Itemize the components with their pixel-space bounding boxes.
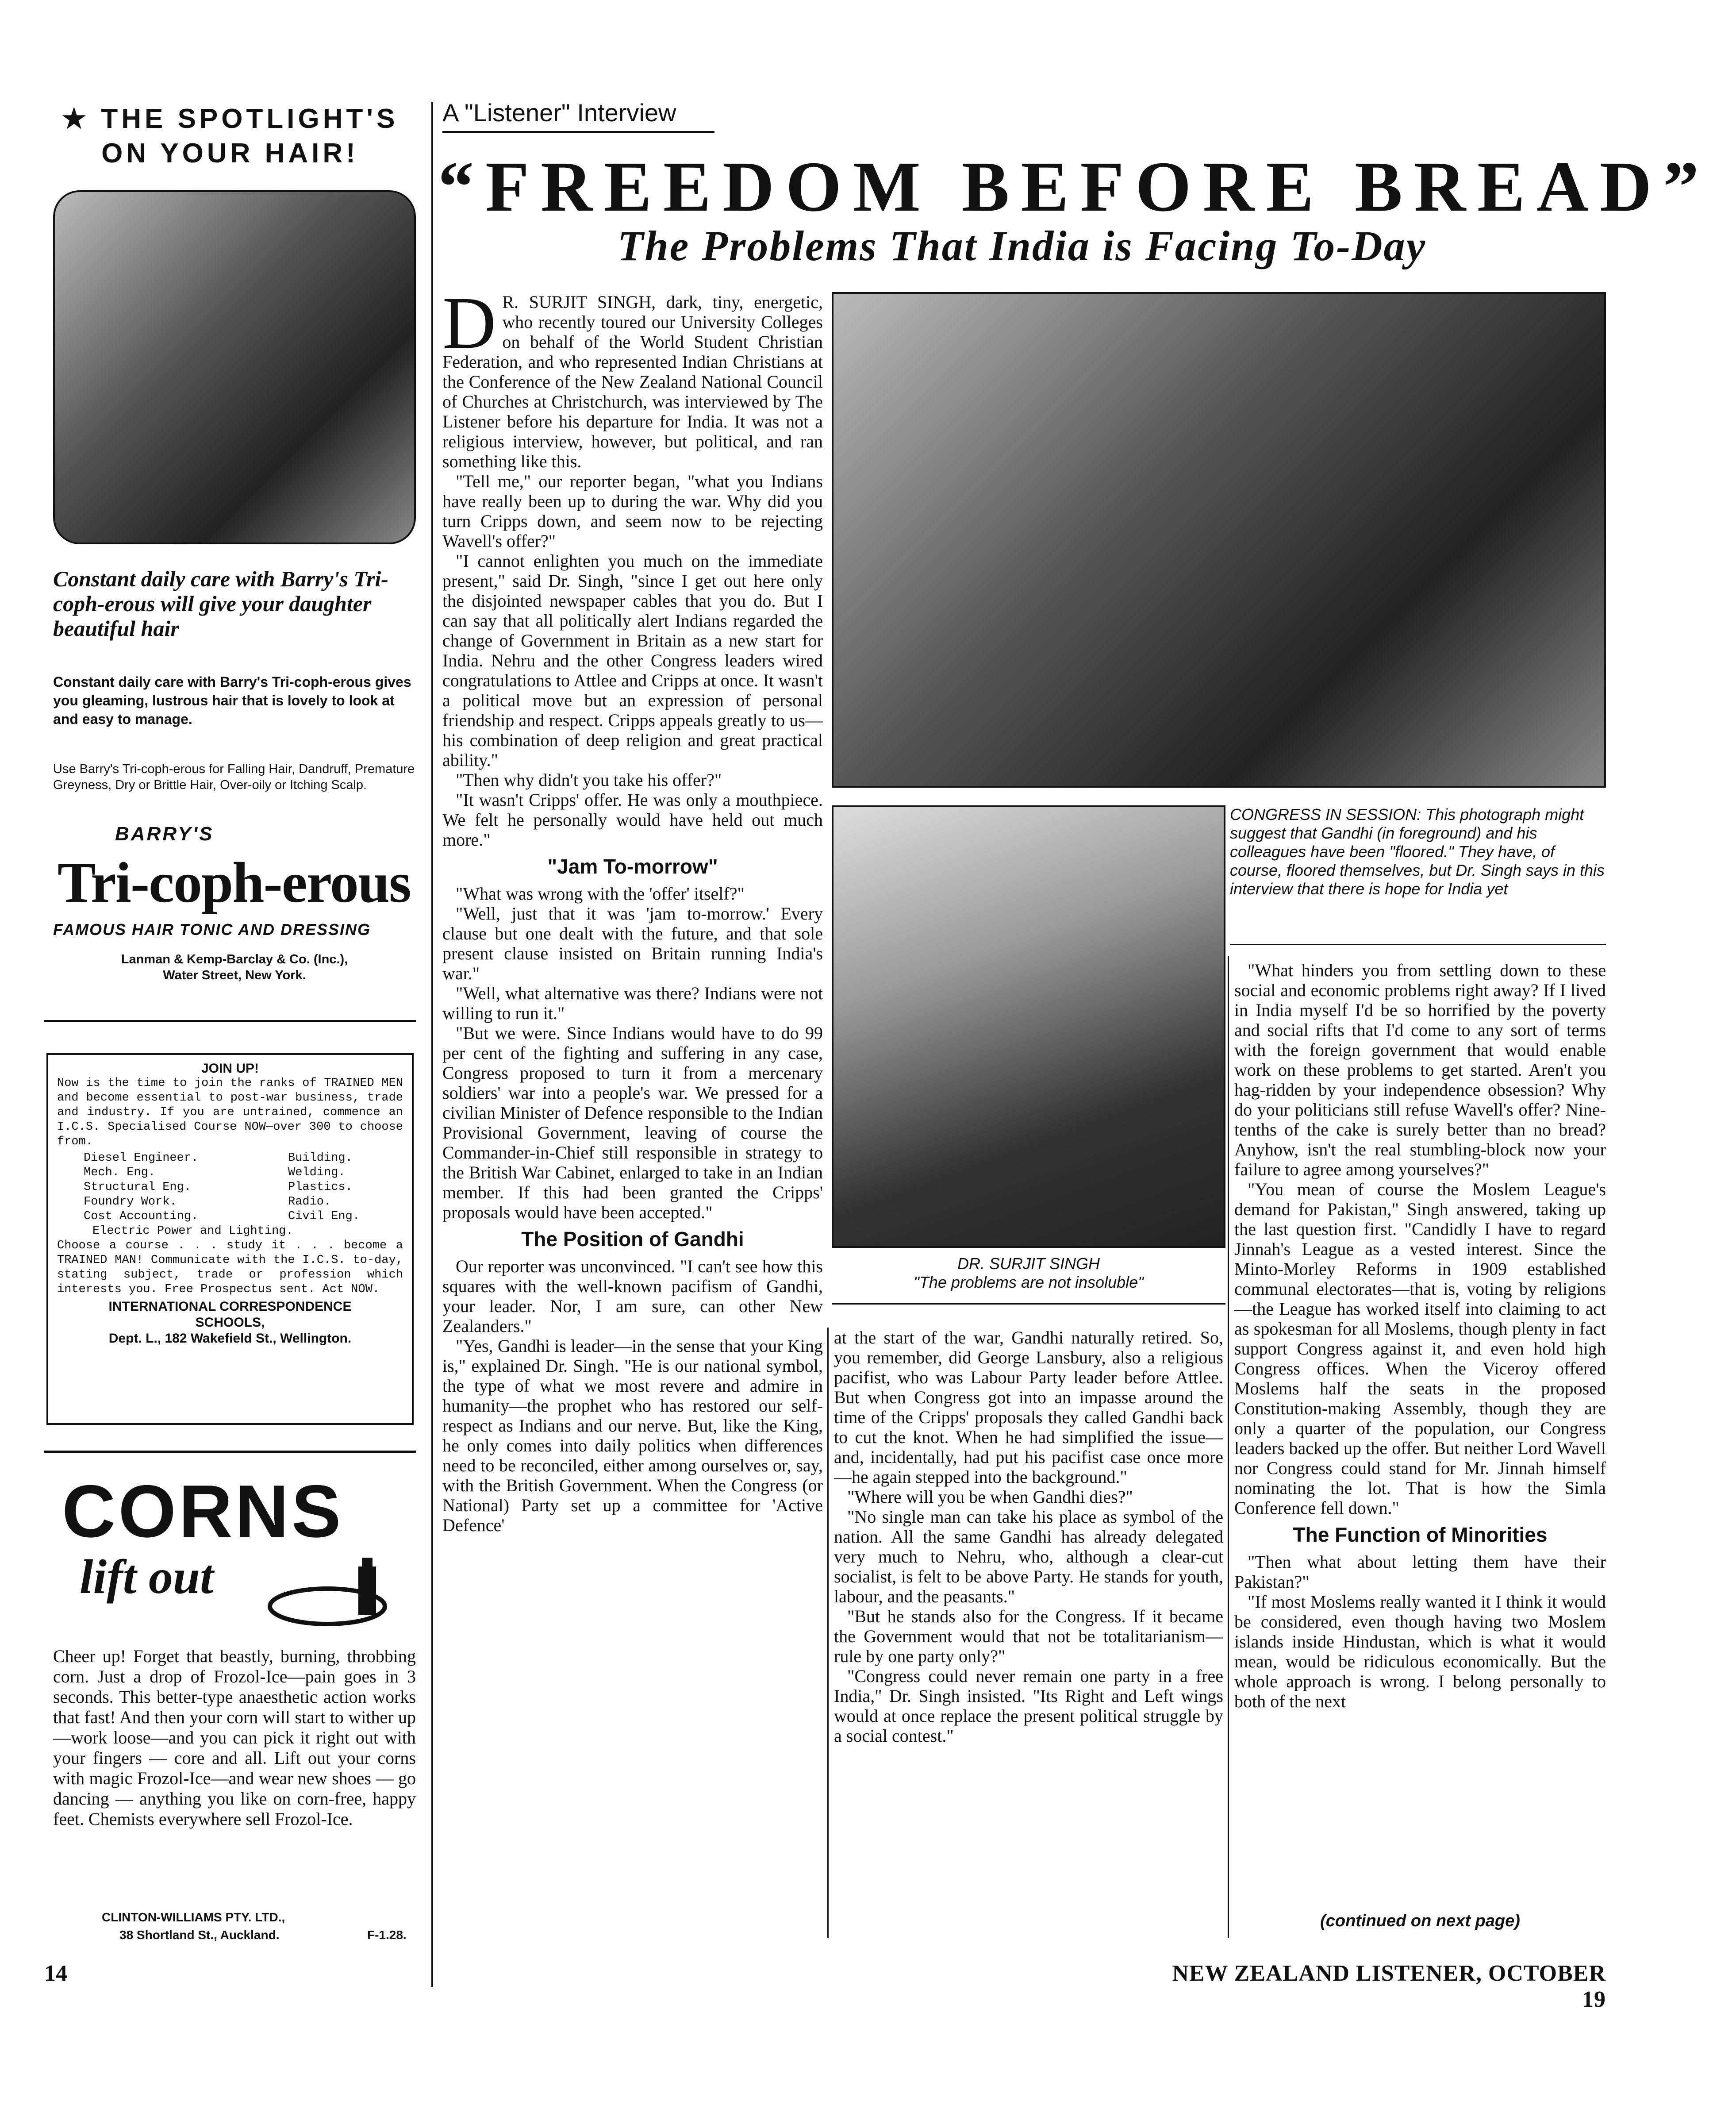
congress-session-photo [832,292,1606,788]
lift-out-script: lift out [80,1550,214,1604]
join-up-title: JOIN UP! [201,1061,259,1076]
paragraph: "But we were. Since Indians would have to do 99 per cent of the fighting and suffering in any case, Congress proposed to turn it from a mercenary soldiers' war into a people's war. We pressed for a civilian Minister of Defence responsible to the Indian Provisional Government, leaving of course the Commander-in-Chief still responsible in strategy to the British War Cabinet, enlarged to take in an Indian member. If this had been granted the Cripps' proposals would have been accepted." [442,1023,823,1222]
paragraph: "You mean of course the Moslem League's demand for Pakistan," Singh answered, taking up the last question first. "Candidly I have to regard Jinnah's League as a vested interest. Since the Minto-Morley Reforms in 1909 established communal electorates—that is, voting by religions—the League has worked itself into claiming to act as spokesman for all Moslems, though plenty in fact support Congress against it, and even hold high Congress offices. When the Viceroy offered Moslems half the seats in the proposed Constitution-making Assembly, though they are only a quarter of the population, our Congress leaders backed up the offer. But neither Lord Wavell nor Congress could stand for Mr. Jinnah himself nominating the lot. That is how the Simla Conference fell down." [1234,1179,1606,1518]
course-item: Radio. [288,1195,331,1209]
course-item: Diesel Engineer. [84,1151,199,1165]
caption-rule [1230,944,1606,945]
column-divider-1 [827,1328,829,1938]
spotlight-headline-line2: ON YOUR HAIR! [101,138,359,169]
course-item: Welding. [288,1166,346,1179]
surjit-singh-portrait [832,805,1225,1248]
article-kicker: A "Listener" Interview [442,99,676,127]
spotlight-body: Constant daily care with Barry's Tri-coph-erous gives you gleaming, lustrous hair that is lovely to look at and easy to manage. [53,674,411,727]
ics-school-line2: SCHOOLS, [195,1315,265,1330]
spotlight-headline-line1: ★ THE SPOTLIGHT'S [61,104,399,134]
paragraph: "Congress could never remain one party in a free India," Dr. Singh insisted. "Its Right and Left wings would at once replace the present political struggle by a social contest." [834,1666,1223,1746]
join-up-body: Now is the time to join the ranks of TRAINED MEN and become essential to post-war business, trade and industry. If you are untrained, commence an I.C.S. Specialised Course NOW—over 300 to choose from. [57,1077,403,1148]
brand-tagline: FAMOUS HAIR TONIC AND DRESSING [53,920,371,939]
section-heading-gandhi: The Position of Gandhi [521,1228,744,1251]
course-item: Civil Eng. [288,1210,360,1223]
paragraph: "Well, what alternative was there? Indians were not willing to run it." [442,983,823,1023]
join-up-closing: Choose a course . . . study it . . . become a TRAINED MAN! Communicate with the I.C.S. to-day, stating subject, trade or profession which interests you. Free Prospectus sent. Act NOW. [57,1239,403,1296]
paragraph: at the start of the war, Gandhi naturally retired. So, you remember, did George Lansbury, also a religious pacifist, who was Labour Party leader before Attlee. But when Congress got into an impasse around the time of the Cripps' proposals they called Gandhi back to cut the knot. When he had simplified the issue—and, incidentally, had put his pacifist case once more—he again stepped into the background." [834,1328,1223,1487]
portrait-caption-name: DR. SURJIT SINGH [957,1255,1100,1273]
corns-code: F-1.28. [367,1928,407,1942]
frozol-bottle-icon [265,1558,398,1628]
corns-company: CLINTON-WILLIAMS PTY. LTD., [102,1910,285,1924]
brand-address-line1: Lanman & Kemp-Barclay & Co. (Inc.), [121,952,348,966]
portrait-caption-quote: "The problems are not insoluble" [914,1273,1144,1291]
course-list-left [57,1151,279,1224]
singh-caption-rule [832,1303,1225,1305]
ics-school-line3: Dept. L., 182 Wakefield St., Wellington. [108,1331,352,1346]
dropcap: D [442,292,496,364]
spotlight-ad-headline [44,102,416,171]
paragraph: Our reporter was unconvinced. "I can't see how this squares with the well-known pacifism of Gandhi, your leader. Nor, I am sure, can other New Zealanders." [442,1256,823,1336]
paragraph: "Yes, Gandhi is leader—in the sense that your King is," explained Dr. Singh. "He is our national symbol, the type of what we most revere and admire in humanity—the prophet who has restored our self-respect as Indians and our nerve. But, like the King, he only comes into daily politics when differences need to be reconciled, either among ourselves or, say, with the British Government. When the Congress (or National) Party set up a committee for 'Active Defence' [442,1336,823,1535]
paragraph: "Tell me," our reporter began, "what you Indians have really been up to during the war. Why did you turn Cripps down, and seem now to be rejecting Wavell's offer?" [442,471,823,551]
paragraph: "Where will you be when Gandhi dies?" [847,1487,1133,1507]
article-headline: “FREEDOM BEFORE BREAD” [438,147,1711,227]
ics-school [57,1299,403,1347]
course-list [57,1151,403,1224]
paragraph: "Then what about letting them have their Pakistan?" [1234,1552,1606,1592]
brand-address [53,951,416,983]
join-up-ad [46,1053,414,1425]
corns-title: CORNS [62,1470,344,1553]
brand-address-line2: Water Street, New York. [163,968,306,982]
kicker-underline [442,131,714,133]
course-item: Foundry Work. [84,1195,177,1209]
section-heading-minorities: The Function of Minorities [1293,1523,1548,1546]
course-list-right [288,1151,403,1224]
spotlight-ad-photo [53,190,416,544]
corns-address: 38 Shortland St., Auckland. [119,1928,280,1942]
paragraph: "I cannot enlighten you much on the immediate present," said Dr. Singh, "since I get out here only the disjointed newspaper cables that you do. But I can say that all politically alert Indians regarded the change of Government in Britain as a new start for India. Nehru and the other Congress leaders wired congratulations to Attlee and Cripps at once. It wasn't a political move but an expression of personal friendship and respect. Cripps appeals greatly to us—his combination of deep religion and great practical ability." [442,551,823,770]
continued-note: (continued on next page) [1320,1912,1520,1930]
paragraph: "Then why didn't you take his offer?" [456,770,722,790]
congress-photo-caption: CONGRESS IN SESSION: This photograph might suggest that Gandhi (in foreground) and his colleagues have been "floored." They have, of course, floored themselves, but Dr. Singh says in this interview that there is hope for India yet [1230,805,1605,898]
article-column-1 [442,292,823,1943]
tricopherous-brand: Tri-coph-erous [58,851,411,915]
barrys-brand-small: BARRY'S [115,823,214,845]
course-item: Mech. Eng. [84,1166,156,1179]
article-column-2 [834,1328,1223,1943]
article-intro-text: R. SURJIT SINGH, dark, tiny, energetic, who recently toured our University Colleges on behalf of the World Student Christian Federation, and who represented Indian Christians at the Conference of the New Zealand National Council of Churches at Christchurch, was interviewed by The Listener before his departure for India. It was not a religious interview, however, but political, and ran something like this. [442,292,823,471]
article-intro [442,292,823,471]
course-item-last: Electric Power and Lighting. [92,1224,293,1238]
course-item: Building. [288,1151,353,1165]
publication-footer: NEW ZEALAND LISTENER, OCTOBER 19 [1172,1961,1606,2012]
paragraph: "It wasn't Cripps' offer. He was only a mouthpiece. We felt he personally would have held out much more." [442,790,823,850]
corns-body: Cheer up! Forget that beastly, burning, throbbing corn. Just a drop of Frozol-Ice—pain goes in 3 seconds. This better-type anaesthetic action works that fast! And then your corn will start to wither up—work loose—and you can pick it right out with your fingers — core and all. Lift out your corns with magic Frozol-Ice—and wear new shoes — go dancing — anything you like on corn-free, happy feet. Chemists everywhere sell Frozol-Ice. [53,1646,416,1829]
portrait-caption [832,1255,1225,1292]
paragraph: "If most Moslems really wanted it I think it would be considered, even though having two Moslem islands inside Hindustan, which is what it would mean, would be ridiculous economically. But the whole approach is wrong. I belong personally to both of the next [1234,1592,1606,1711]
ics-school-line1: INTERNATIONAL CORRESPONDENCE [108,1299,352,1314]
paragraph: "No single man can take his place as symbol of the nation. All the same Gandhi has already delegated very much to Nehru, who, although a clear-cut socialist, is felt to be above Party. He stands for youth, labour, and the peasants." [834,1507,1223,1606]
paragraph: "Well, just that it was 'jam to-morrow.' Every clause but one dealt with the future, and that sole present clause insisted on Britain running India's war." [442,904,823,983]
ad-divider-2 [44,1451,416,1453]
page-number: 14 [44,1961,67,1986]
paragraph: "But he stands also for the Congress. If it became the Government would that not be totalitarianism—rule by one party only?" [834,1606,1223,1666]
course-item: Cost Accounting. [84,1210,199,1223]
section-heading-jam: "Jam To-morrow" [547,855,718,878]
course-item: Plastics. [288,1181,353,1194]
column-divider-2 [1228,956,1229,1938]
course-item: Structural Eng. [84,1181,192,1194]
ad-divider-1 [44,1020,416,1022]
article-subheadline: The Problems That India is Facing To-Day [617,222,1427,269]
spotlight-tagline: Constant daily care with Barry's Tri-coph-erous will give your daughter beautiful hair [53,566,388,641]
paragraph: "What was wrong with the 'offer' itself?" [456,884,745,904]
article-column-3 [1234,960,1606,1912]
paragraph: "What hinders you from settling down to these social and economic problems right away? If I lived in India myself I'd be so horrified by the poverty and social rifts that I'd come to any sort of terms with the foreign government that would enable work on these problems to get started. Aren't you hag-ridden by your independence obsession? Why do your politicians still refuse Wavell's offer? Nine-tenths of the cake is surely better than no bread? Anyhow, isn't the real stumbling-block now your failure to agree among yourselves?" [1234,960,1606,1179]
column-divider-left [431,102,433,1987]
spotlight-usage: Use Barry's Tri-coph-erous for Falling Hair, Dandruff, Premature Greyness, Dry or Brittle Hair, Over-oily or Itching Scalp. [53,762,415,792]
